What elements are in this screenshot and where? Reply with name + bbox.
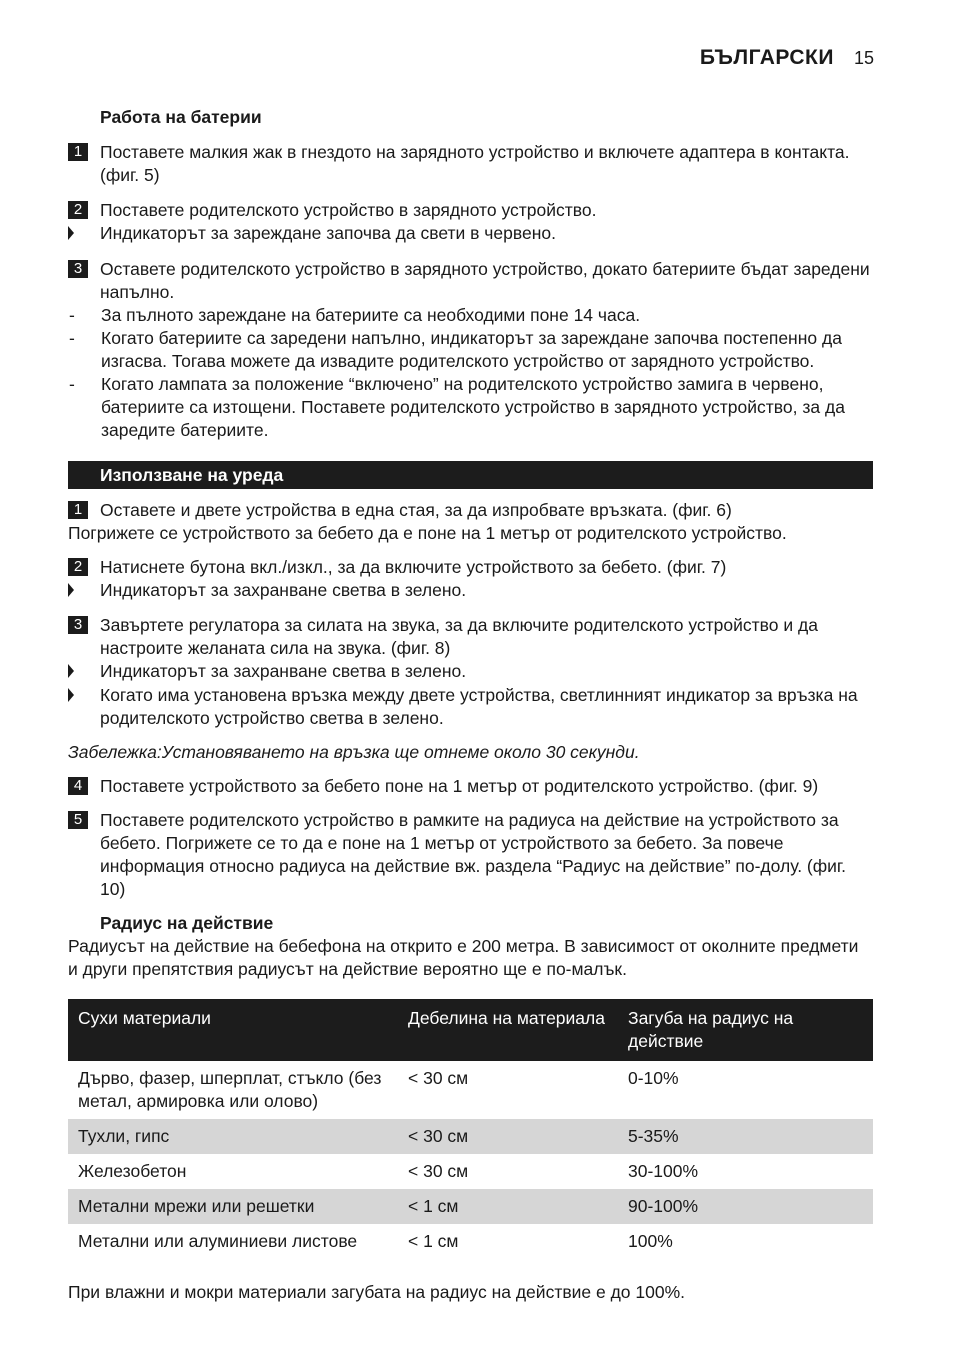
table-cell: Метални или алуминиеви листове: [78, 1231, 358, 1251]
battery-step-2-bullet: [68, 222, 873, 246]
step-number: 4: [68, 777, 88, 795]
bullet-triangle-icon: [68, 660, 100, 684]
usage-step-4: [68, 775, 873, 798]
step-text: Натиснете бутона вкл./изкл., за да включите устройството за бебето. (фиг. 7): [100, 557, 727, 577]
usage-step-1: [68, 499, 873, 522]
bullet-triangle-icon: [68, 684, 100, 730]
bullet-text: Индикаторът за захранване светва в зелено.: [100, 580, 467, 600]
step-number: 3: [68, 616, 88, 634]
dash-mark: -: [69, 328, 75, 348]
table-cell: 0-10%: [628, 1068, 679, 1088]
range-intro: Радиусът на действие на бебефона на открито е 200 метра. В зависимост от околните предмети и други препятствия радиусът на действие вероятно ще е по-малък.: [68, 936, 859, 979]
table-cell: < 1 см: [408, 1231, 459, 1251]
page-number: 15: [853, 48, 874, 68]
step-text: Поставете родителското устройство в рамките на радиуса на действие на устройството за бебето. Погрижете се то да е поне на 1 метър от устройството за бебето. За повече информация относно радиуса на действие вж. раздела “Радиус на действие” по-долу. (фиг. 10): [100, 810, 847, 899]
step-text: Оставете родителското устройство в зарядното устройство, докато батериите бъдат заредени напълно.: [100, 259, 870, 302]
usage-step-1-note: Погрижете се устройството за бебето да е поне на 1 метър от родителското устройство.: [68, 523, 787, 543]
table-header-cell: Сухи материали: [68, 999, 398, 1061]
page-header: [700, 46, 874, 70]
range-table: [68, 999, 873, 1259]
step-number: 2: [68, 558, 88, 576]
range-heading: Радиус на действие: [100, 913, 274, 933]
battery-heading: Работа на батерии: [100, 107, 262, 127]
table-cell: < 30 см: [398, 1119, 618, 1154]
step-number: 3: [68, 260, 88, 278]
usage-step-5: [68, 809, 873, 901]
step-number: 1: [68, 501, 88, 519]
table-header-cell: Загуба на радиус на действие: [618, 999, 873, 1061]
table-header-row: [68, 999, 873, 1061]
table-cell: Железобетон: [78, 1161, 187, 1181]
step-text: Поставете малкия жак в гнездото на зарядното устройство и включете адаптера в контакта. (фиг. 5): [100, 142, 850, 185]
bullet-text: Когато има установена връзка между двете устройства, светлинният индикатор за връзка на родителското устройство светва в зелено.: [100, 685, 858, 728]
table-row: [68, 1119, 873, 1154]
step-text: Поставете родителското устройство в зарядното устройство.: [100, 200, 597, 220]
bullet-triangle-icon: [68, 222, 100, 246]
table-header-cell: Дебелина на материала: [398, 999, 618, 1061]
step-number: 5: [68, 811, 88, 829]
table-cell: Метални мрежи или решетки: [68, 1189, 398, 1224]
battery-dash-2: [68, 327, 873, 373]
table-cell: Дърво, фазер, шперплат, стъкло (без метал, армировка или олово): [78, 1068, 382, 1111]
usage-step-2-bullet: [68, 579, 873, 603]
dash-mark: -: [69, 305, 75, 325]
table-row: [68, 1061, 873, 1119]
usage-note: Забележка:Установяването на връзка ще отнеме около 30 секунди.: [68, 742, 640, 762]
table-cell: 90-100%: [618, 1189, 873, 1224]
step-number: 2: [68, 201, 88, 219]
table-row: [68, 1189, 873, 1224]
dash-text: Когато лампата за положение “включено” на родителското устройство замига в червено, батериите са изтощени. Поставете родителското устройство в зарядното устройство, за да заредите батериите.: [101, 374, 845, 440]
table-cell: 100%: [628, 1231, 673, 1251]
dash-mark: -: [69, 374, 75, 394]
table-row: [68, 1154, 873, 1189]
dash-text: За пълното зареждане на батериите са необходими поне 14 часа.: [101, 305, 641, 325]
step-number: 1: [68, 143, 88, 161]
table-row: [68, 1224, 873, 1259]
range-footer: При влажни и мокри материали загубата на радиус на действие е до 100%.: [68, 1282, 686, 1302]
usage-step-3-bullet-1: [68, 660, 873, 684]
page-content: [68, 106, 873, 1304]
step-text: Завъртете регулатора за силата на звука, за да включите родителското устройство и да настроите желаната сила на звука. (фиг. 8): [100, 615, 818, 658]
table-cell: < 1 см: [398, 1189, 618, 1224]
language-title: БЪЛГАРСКИ: [699, 46, 834, 69]
table-cell: 30-100%: [628, 1161, 699, 1181]
table-cell: < 30 см: [408, 1068, 469, 1088]
battery-step-1: [68, 141, 873, 187]
bullet-triangle-icon: [68, 579, 100, 603]
table-cell: < 30 см: [408, 1161, 469, 1181]
step-text: Поставете устройството за бебето поне на 1 метър от родителското устройство. (фиг. 9): [100, 776, 819, 796]
bullet-text: Индикаторът за зареждане започва да свети в червено.: [100, 223, 556, 243]
usage-section-heading: Използване на уреда: [68, 461, 873, 489]
table-cell: 5-35%: [618, 1119, 873, 1154]
usage-step-3: [68, 614, 873, 660]
bullet-text: Индикаторът за захранване светва в зелено.: [100, 661, 467, 681]
table-cell: Тухли, гипс: [68, 1119, 398, 1154]
dash-text: Когато батериите са заредени напълно, индикаторът за зареждане започва постепенно да изгасва. Тогава можете да извадите родителското устройство от зарядното устройство.: [101, 328, 842, 371]
battery-dash-1: [68, 304, 873, 327]
battery-step-2: [68, 199, 873, 222]
battery-step-3: [68, 258, 873, 304]
battery-dash-3: [68, 373, 873, 442]
usage-step-3-bullet-2: [68, 684, 873, 730]
step-text: Оставете и двете устройства в една стая, за да изпробвате връзката. (фиг. 6): [100, 500, 732, 520]
usage-step-2: [68, 556, 873, 579]
